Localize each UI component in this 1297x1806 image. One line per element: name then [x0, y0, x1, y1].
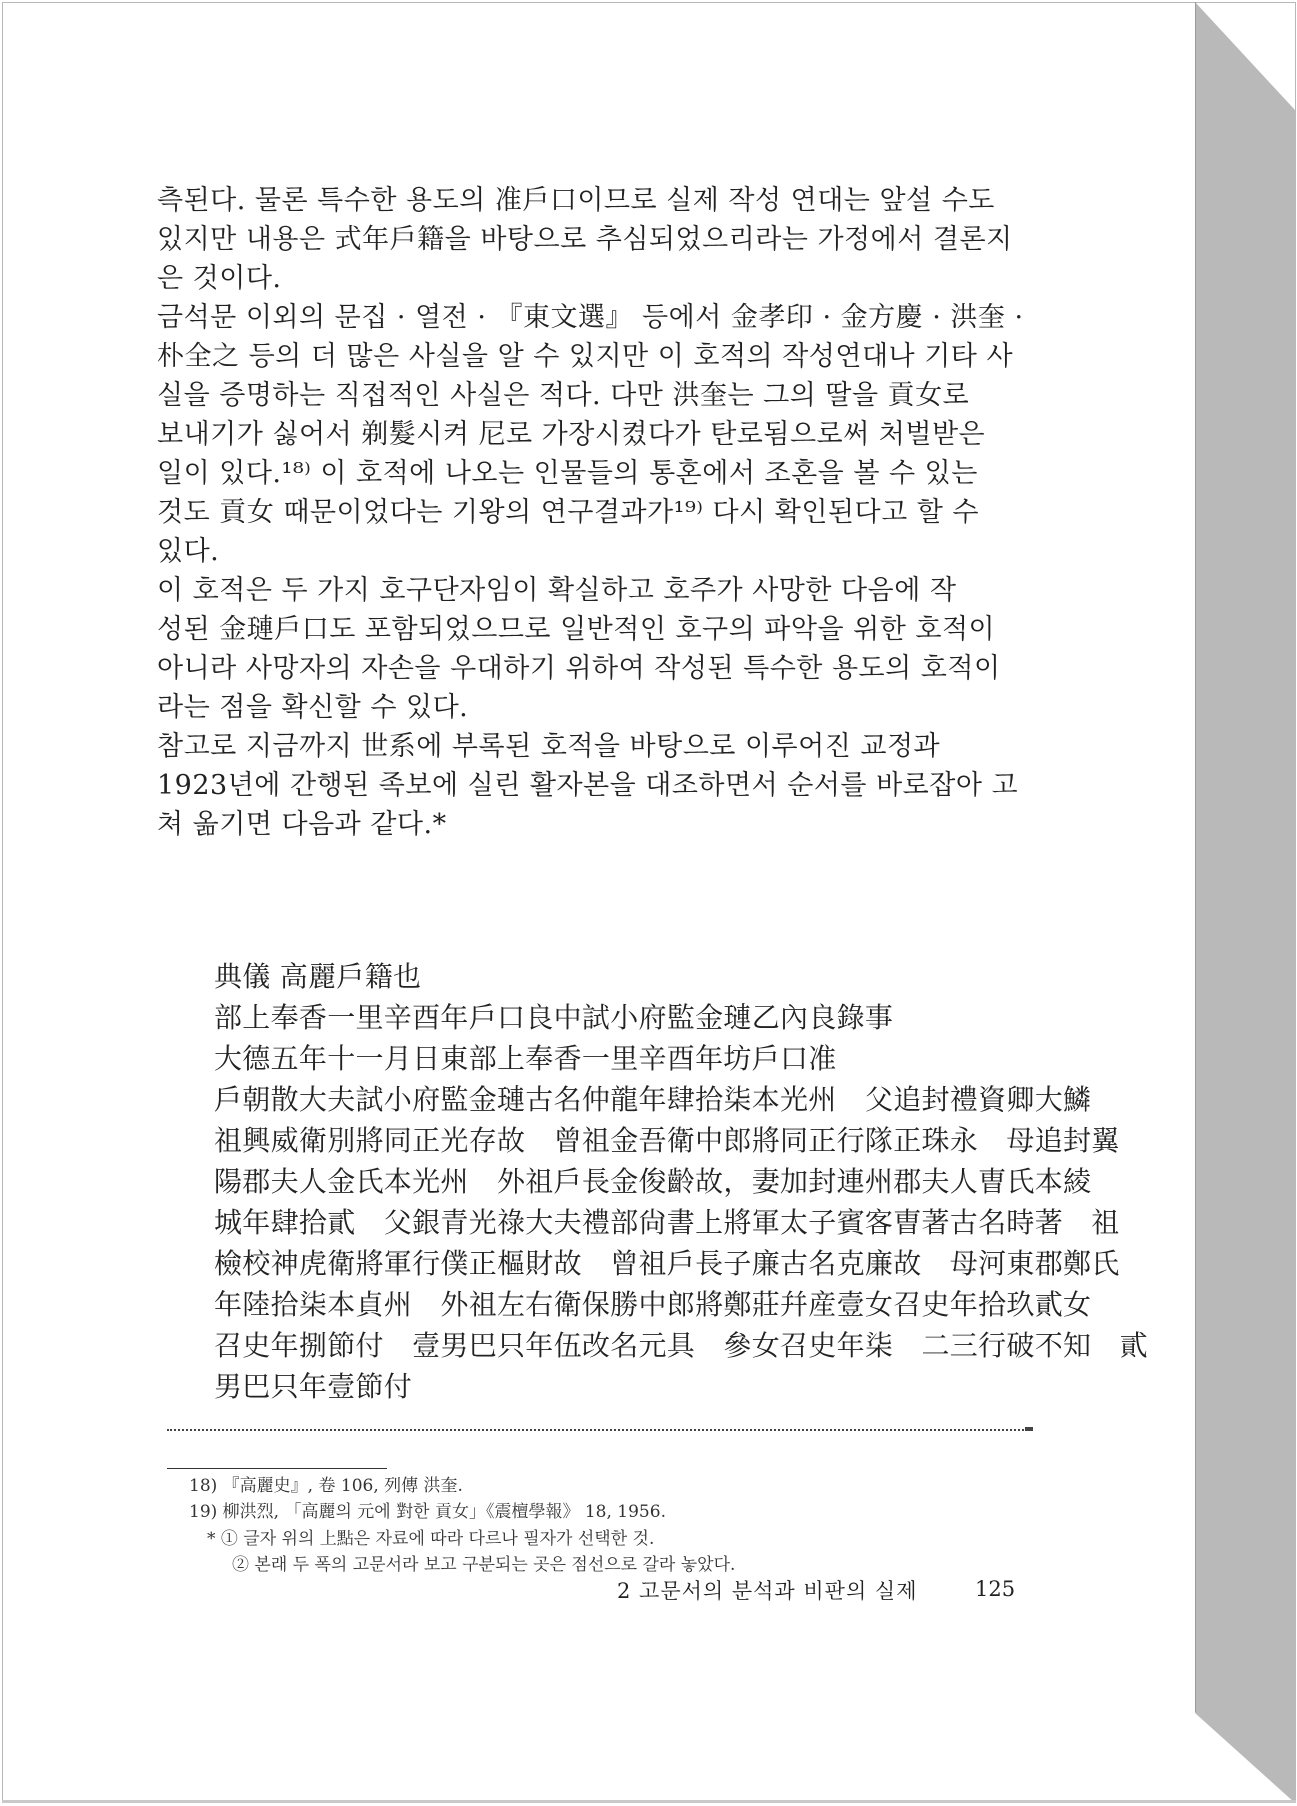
body-line: 실을 증명하는 직접적인 사실은 적다. 다만 洪奎는 그의 딸을 貢女로 [157, 380, 970, 411]
footnote-19 [189, 1500, 666, 1525]
body-line: 은 것이다. [157, 263, 282, 294]
document-line: 檢校神虎衛將軍行僕正樞財故 曾祖戶長子廉古名克廉故 母河東郡鄭氏 [214, 1247, 1120, 1280]
body-line: 성된 金璉戶口도 포함되었으므로 일반적인 호구의 파악을 위한 호적이 [157, 614, 996, 645]
body-line: 것도 貢女 때문이었다는 기왕의 연구결과가¹⁹⁾ 다시 확인된다고 할 수 [157, 497, 979, 528]
dotted-separator-end [1025, 1427, 1033, 1431]
footnote-asterisk [207, 1527, 654, 1552]
body-line: 이 호적은 두 가지 호구단자임이 확실하고 호주가 사망한 다음에 작 [157, 575, 957, 606]
body-line: 1923년에 간행된 족보에 실린 활자본을 대조하면서 순서를 바로잡아 고 [157, 770, 1019, 801]
footnote-label: 18) [189, 1476, 218, 1496]
body-line: 있다. [157, 536, 220, 567]
body-line: 朴全之 등의 더 많은 사실을 알 수 있지만 이 호적의 작성연대나 기타 사 [157, 341, 1014, 372]
footnote-rule [167, 1468, 387, 1469]
hanja-document-transcription [214, 956, 1148, 1407]
document-line: 男巴只年壹節付 [214, 1370, 413, 1403]
body-text [157, 181, 1031, 844]
body-line: 금석문 이외의 문집 · 열전 · 『東文選』 등에서 金孝印 · 金方慶 · 洪奎 · [157, 302, 1024, 333]
body-line: 측된다. 물론 특수한 용도의 准戶口이므로 실제 작성 연대는 앞설 수도 [157, 185, 995, 216]
document-line: 年陸拾柒本貞州 外祖左右衛保勝中郎將鄭莊幷産壹女召史年拾玖貳女 [214, 1288, 1092, 1321]
book-spine-shadow [1195, 2, 1295, 1803]
page-number: 125 [975, 1577, 1016, 1601]
body-line: 라는 점을 확신할 수 있다. [157, 692, 469, 723]
document-line: 祖興威衛別將同正光存故 曾祖金吾衛中郎將同正行隊正珠永 母追封翼 [214, 1124, 1120, 1157]
footnote-label: 19) [189, 1502, 218, 1522]
footnote-text: ① 글자 위의 上點은 자료에 따라 다르나 필자가 선택한 것. [220, 1529, 655, 1549]
document-line: 戶朝散大夫試小府監金璉古名仲龍年肆拾柒本光州 父追封禮資卿大鱗 [214, 1083, 1092, 1116]
document-line: 城年肆拾貳 父銀青光祿大夫禮部尙書上將軍太子賓客曺著古名時著 祖 [214, 1206, 1120, 1239]
footnote-label: * [207, 1529, 216, 1549]
body-line: 쳐 옮기면 다음과 같다.* [157, 809, 447, 840]
footnote-text: ② 본래 두 폭의 고문서라 보고 구분되는 곳은 점선으로 갈라 놓았다. [232, 1555, 736, 1575]
body-line: 아니라 사망자의 자손을 우대하기 위하여 작성된 특수한 용도의 호적이 [157, 653, 1001, 684]
running-footer: 2 고문서의 분석과 비판의 실제 [617, 1579, 918, 1603]
document-line: 大德五年十一月日東部上奉香一里辛酉年坊戶口准 [214, 1042, 837, 1075]
dotted-separator [167, 1429, 1032, 1431]
document-line: 典儀 高麗戶籍也 [214, 960, 422, 993]
footnote-text: 柳洪烈, 「高麗의 元에 對한 貢女」《震檀學報》 18, 1956. [222, 1502, 666, 1522]
page-edge [1195, 2, 1196, 1712]
page-bottom-edge [2, 1800, 1296, 1803]
footnote-text: 『高麗史』, 卷 106, 列傳 洪奎. [222, 1476, 463, 1496]
body-line: 참고로 지금까지 世系에 부록된 호적을 바탕으로 이루어진 교정과 [157, 731, 941, 762]
body-line: 있지만 내용은 式年戶籍을 바탕으로 추심되었으리라는 가정에서 결론지 [157, 224, 1013, 255]
document-line: 陽郡夫人金氏本光州 外祖戶長金俊齡故，妻加封連州郡夫人曺氏本綾 [214, 1165, 1092, 1198]
document-line: 召史年捌節付 壹男巴只年伍改名元具 參女召史年柒 二三行破不知 貳 [214, 1329, 1148, 1362]
body-line: 일이 있다.¹⁸⁾ 이 호적에 나오는 인물들의 통혼에서 조혼을 볼 수 있는 [157, 458, 978, 489]
body-line: 보내기가 싫어서 剃髮시켜 尼로 가장시켰다가 탄로됨으로써 처벌받은 [157, 419, 986, 450]
footnote-18 [189, 1474, 463, 1499]
document-line: 部上奉香一里辛酉年戶口良中試小府監金璉乙內良錄事 [214, 1001, 894, 1034]
